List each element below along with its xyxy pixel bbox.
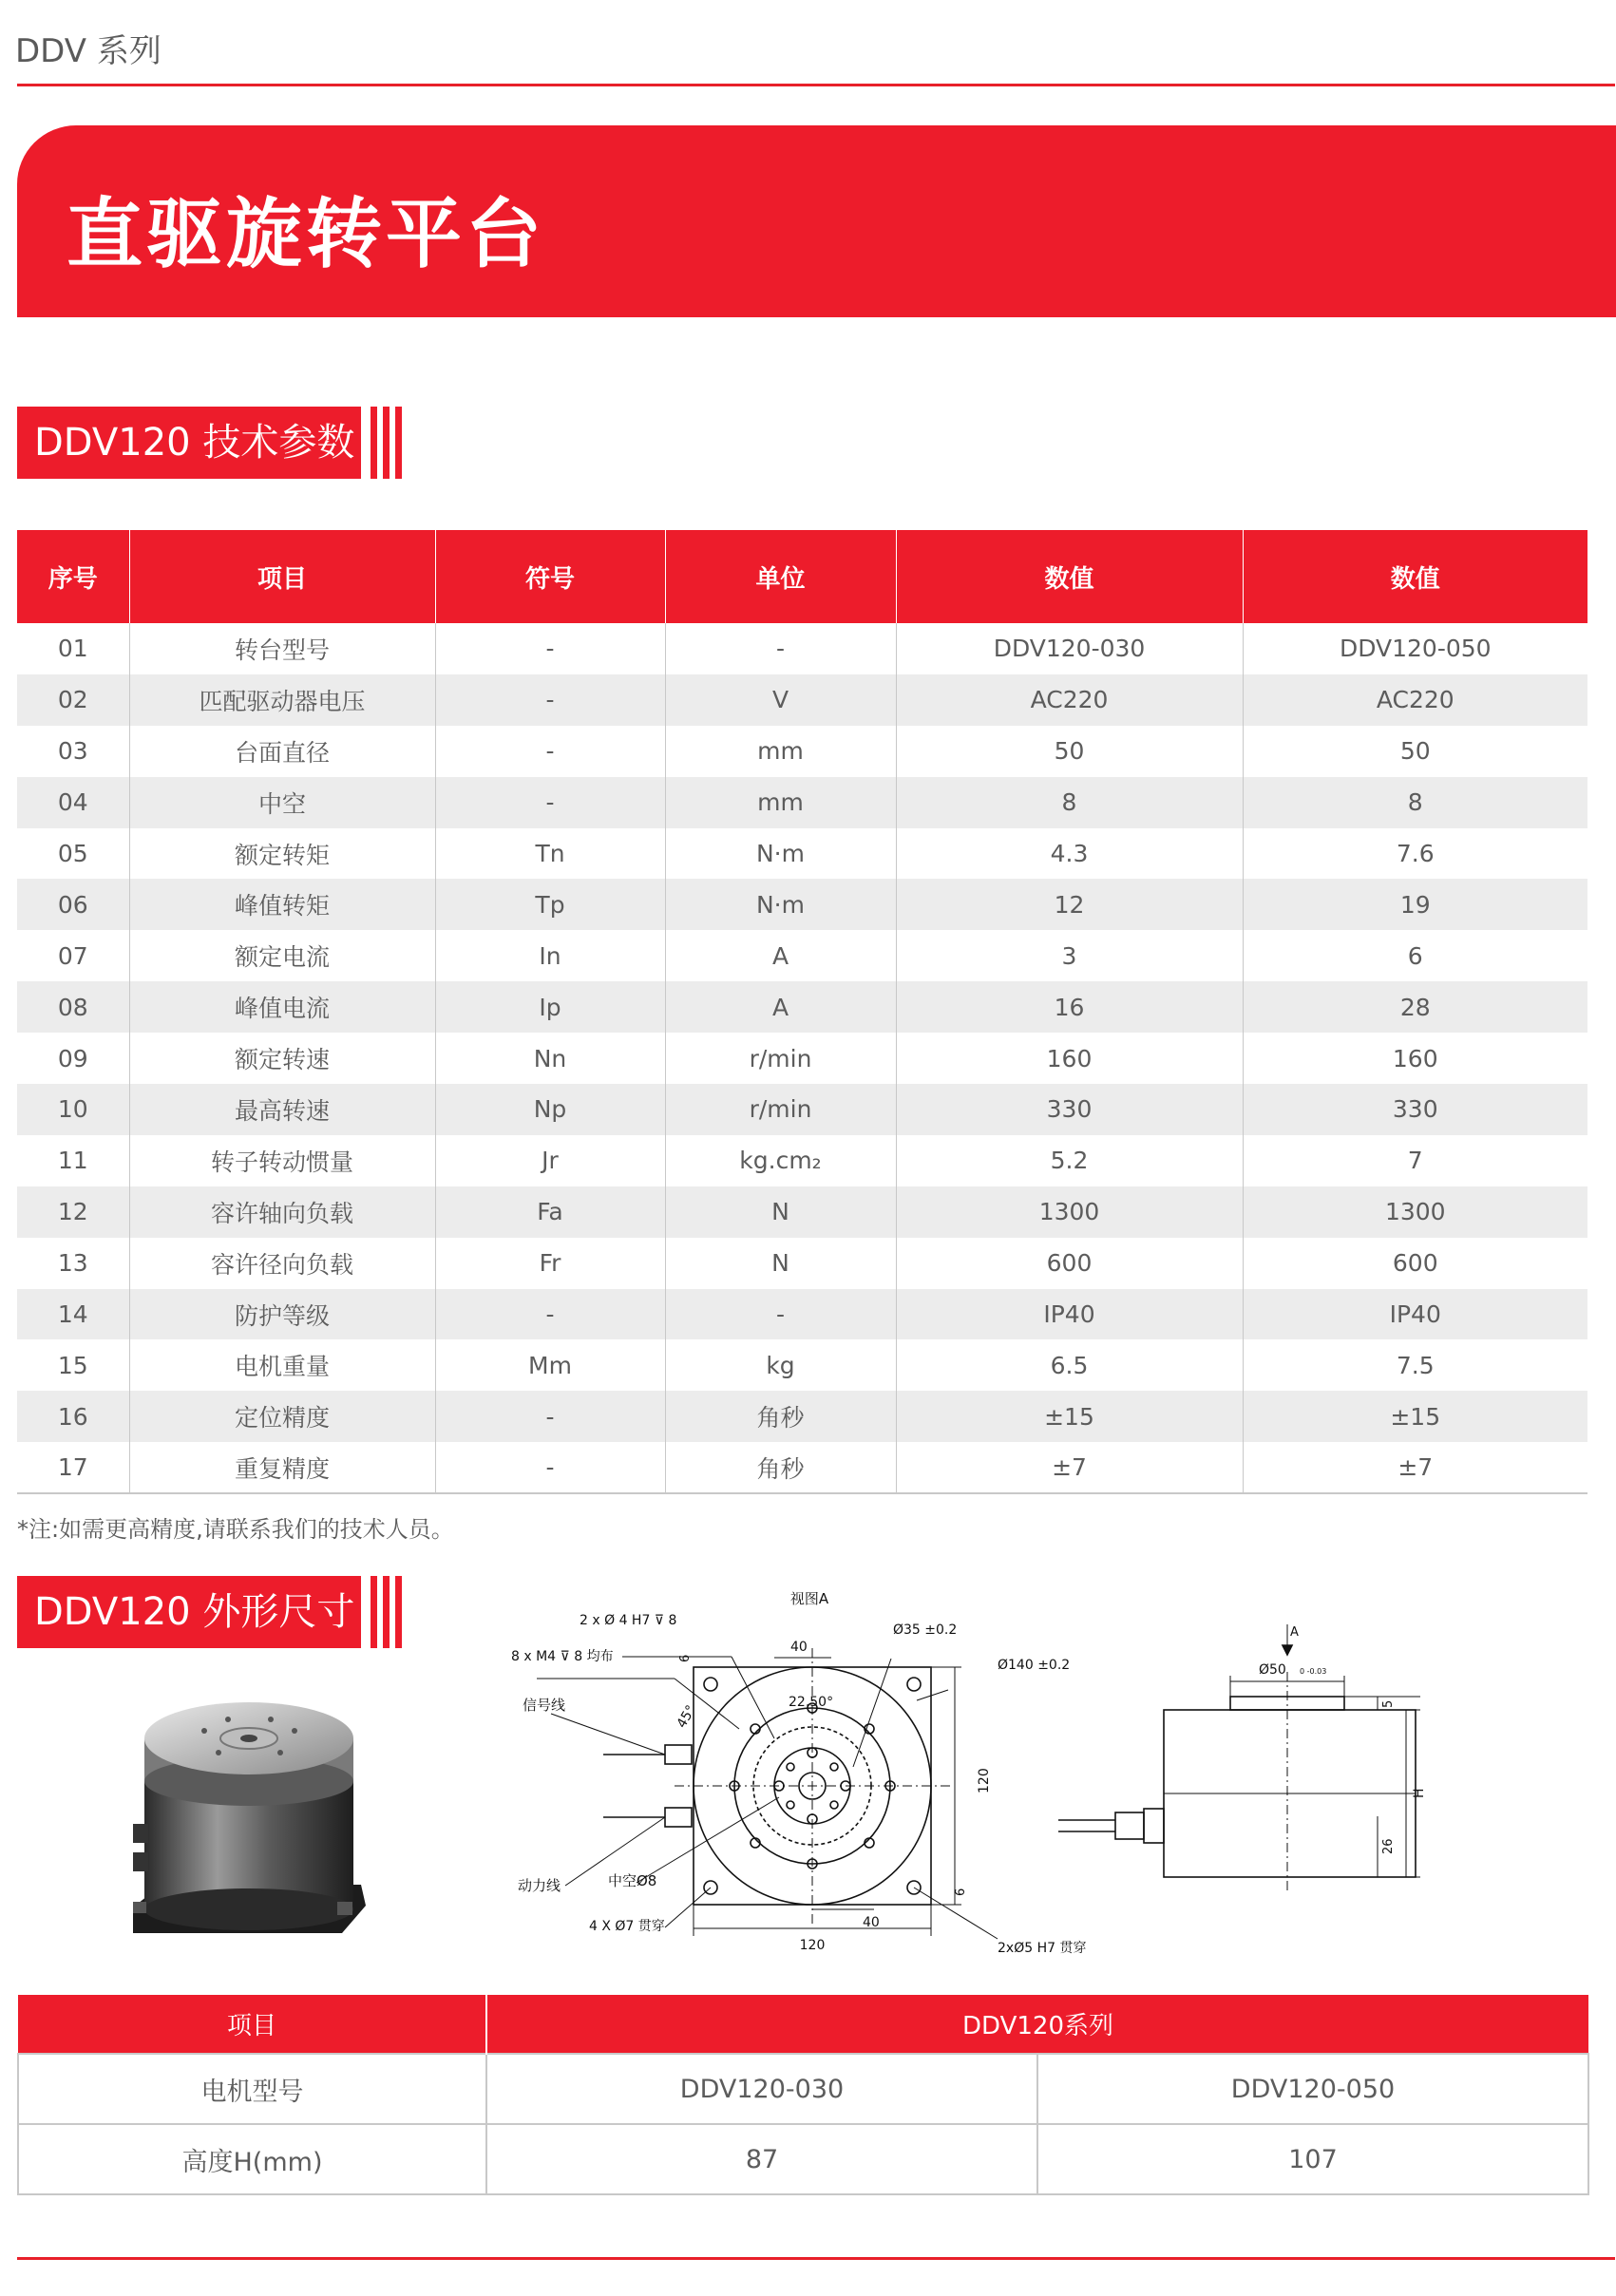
col-header-unit: 单位 xyxy=(665,530,896,623)
label-side-26: 26 xyxy=(1381,1838,1396,1854)
cell-no: 07 xyxy=(17,930,129,981)
cell-no: 08 xyxy=(17,981,129,1033)
label-signal-cable: 信号线 xyxy=(523,1697,566,1714)
cell-item: 最高转速 xyxy=(129,1084,435,1135)
cell-value-2: DDV120-050 xyxy=(1339,635,1492,663)
cell-symbol: Tp xyxy=(435,879,665,930)
cell-unit: 角秒 xyxy=(665,1442,896,1493)
table-row xyxy=(17,1186,1587,1238)
col-header-item: 项目 xyxy=(18,1995,486,2054)
dimension-table xyxy=(17,1995,1589,2195)
series-label: DDV 系列 xyxy=(15,32,162,70)
label-width-40-bottom: 40 xyxy=(863,1915,880,1930)
label-view-a: 视图A xyxy=(789,1590,829,1607)
cell-no: 09 xyxy=(17,1033,129,1084)
cell-value-1: 1300 xyxy=(896,1186,1243,1238)
label-angle-22: 22.50° xyxy=(789,1695,834,1710)
table-row xyxy=(17,726,1587,777)
cell-unit: mm xyxy=(665,726,896,777)
cell-item: 防护等级 xyxy=(129,1289,435,1340)
heading-bar xyxy=(395,407,402,479)
cell-value-1: 5.2 xyxy=(896,1135,1243,1186)
spec-heading-label: DDV120 技术参数 xyxy=(17,407,361,479)
cell-value-1: 4.3 xyxy=(896,828,1243,880)
heading-bar xyxy=(371,1576,377,1648)
cell-item: 容许轴向负载 xyxy=(129,1186,435,1238)
front-view xyxy=(537,1648,998,1939)
heading-bar xyxy=(383,1576,390,1648)
cell-value-1: AC220 xyxy=(896,674,1243,726)
label-d140: Ø140 ±0.2 xyxy=(998,1658,1071,1673)
cell-item: 峰值转矩 xyxy=(129,879,435,930)
table-row xyxy=(17,777,1587,828)
cell-value-2: 600 xyxy=(1392,1249,1438,1278)
page-title: 直驱旋转平台 xyxy=(67,190,545,278)
label-side-d50: Ø50 xyxy=(1259,1662,1286,1678)
cell-value-1: 8 xyxy=(896,777,1243,828)
spec-note: *注:如需更高精度,请联系我们的技术人员。 xyxy=(17,1516,454,1543)
bottom-divider xyxy=(17,2257,1615,2260)
cell-value-1: 600 xyxy=(896,1238,1243,1289)
product-photo xyxy=(133,1681,366,1952)
table-row xyxy=(17,981,1587,1033)
cell-unit: N·m xyxy=(665,828,896,880)
label-holes-7: 4 X Ø7 贯穿 xyxy=(589,1919,665,1934)
label-holes-m4: 8 x M4 ⊽ 8 均布 xyxy=(511,1649,614,1664)
cell-symbol: Fr xyxy=(435,1238,665,1289)
cell-no: 14 xyxy=(17,1289,129,1340)
cell-symbol: Jr xyxy=(435,1135,665,1186)
cell-no: 06 xyxy=(17,879,129,930)
table-row xyxy=(17,1135,1587,1186)
heading-bar xyxy=(395,1576,402,1648)
label-side-5: 5 xyxy=(1381,1699,1396,1708)
label-d35: Ø35 ±0.2 xyxy=(893,1622,958,1638)
cell-value-1: 12 xyxy=(896,879,1243,930)
label-hollow: 中空Ø8 xyxy=(608,1872,657,1889)
cell-item: 转子转动惯量 xyxy=(129,1135,435,1186)
table-row xyxy=(18,2124,1588,2194)
table-row xyxy=(17,1339,1587,1391)
spec-table xyxy=(17,530,1587,1494)
label-width-40-top: 40 xyxy=(790,1640,808,1655)
cell-model-050: DDV120-050 xyxy=(1037,2054,1588,2124)
label-power-cable: 动力线 xyxy=(518,1877,561,1894)
label-angle-45: 45° xyxy=(674,1702,699,1731)
cell-no: 16 xyxy=(17,1391,129,1442)
cell-unit: N xyxy=(665,1186,896,1238)
cell-symbol: - xyxy=(435,1442,665,1493)
top-divider xyxy=(17,84,1615,86)
cell-value-1: 330 xyxy=(896,1084,1243,1135)
cell-value-2: 330 xyxy=(1243,1084,1587,1135)
cell-no: 13 xyxy=(17,1238,129,1289)
label-height-120: 120 xyxy=(977,1768,992,1793)
side-view-labels xyxy=(1259,1625,1427,1854)
dimension-drawing xyxy=(494,1577,1473,1985)
cell-item: 额定转矩 xyxy=(129,828,435,880)
label-dim-6a: 6 xyxy=(678,1654,693,1662)
cell-item: 峰值电流 xyxy=(129,981,435,1033)
table-row xyxy=(17,828,1587,880)
cell-value-2: 50 xyxy=(1399,737,1431,766)
cell-value-2: ±15 xyxy=(1243,1391,1587,1442)
table-row xyxy=(17,623,1587,674)
cell-model-030: DDV120-030 xyxy=(486,2054,1037,2124)
cell-model-050: 107 xyxy=(1037,2124,1588,2194)
label-side-h: H xyxy=(1412,1788,1427,1798)
cell-symbol: - xyxy=(435,623,665,674)
heading-bar xyxy=(383,407,390,479)
cell-value-2: ±7 xyxy=(1243,1442,1587,1493)
cell-symbol: - xyxy=(435,1391,665,1442)
cell-model-030: 87 xyxy=(486,2124,1037,2194)
cell-value-2: 160 xyxy=(1392,1044,1438,1072)
table-row xyxy=(17,1289,1587,1340)
cell-value-2: 8 xyxy=(1243,777,1587,828)
cell-item: 匹配驱动器电压 xyxy=(129,674,435,726)
cell-symbol: Mm xyxy=(435,1339,665,1391)
cell-symbol: - xyxy=(435,1289,665,1340)
cell-unit: N·m xyxy=(665,879,896,930)
cell-value-1: 160 xyxy=(896,1033,1243,1084)
cell-item: 容许径向负载 xyxy=(129,1238,435,1289)
cell-item: 中空 xyxy=(129,777,435,828)
cell-value-1: 50 xyxy=(896,726,1243,777)
cell-item: 台面直径 xyxy=(129,726,435,777)
table-row xyxy=(17,1391,1587,1442)
cell-unit: r/min xyxy=(665,1084,896,1135)
cell-unit: V xyxy=(665,674,896,726)
cell-no: 03 xyxy=(17,726,129,777)
table-row xyxy=(17,674,1587,726)
table-row xyxy=(17,879,1587,930)
cell-value-1: IP40 xyxy=(896,1289,1243,1340)
cell-no: 11 xyxy=(17,1135,129,1186)
cell-value-2: 7 xyxy=(1407,1147,1423,1175)
cell-unit: mm xyxy=(665,777,896,828)
col-header-item: 项目 xyxy=(129,530,435,623)
table-row xyxy=(17,1084,1587,1135)
cell-no: 04 xyxy=(17,777,129,828)
table-row xyxy=(17,930,1587,981)
cell-label: 高度H(mm) xyxy=(18,2124,486,2194)
spec-header-row xyxy=(17,530,1587,623)
cell-value-2: 6 xyxy=(1407,941,1423,970)
dimension-header-row xyxy=(18,1995,1588,2054)
cell-unit: r/min xyxy=(665,1033,896,1084)
cell-no: 10 xyxy=(17,1084,129,1135)
col-header-value-1: 数值 xyxy=(896,530,1243,623)
col-header-no: 序号 xyxy=(17,530,129,623)
cell-symbol: Tn xyxy=(435,828,665,880)
cell-value-1: ±7 xyxy=(896,1442,1243,1493)
cell-symbol: Nn xyxy=(435,1033,665,1084)
cell-value-2: 7.5 xyxy=(1396,1351,1435,1379)
cell-symbol: Fa xyxy=(435,1186,665,1238)
hero-banner xyxy=(17,125,1616,317)
cell-value-1: ±15 xyxy=(896,1391,1243,1442)
cell-value-1: 3 xyxy=(896,930,1243,981)
cell-no: 01 xyxy=(17,623,129,674)
cell-unit: kg.cm₂ xyxy=(665,1135,896,1186)
cell-unit: kg xyxy=(665,1339,896,1391)
cell-unit: 角秒 xyxy=(665,1391,896,1442)
cell-unit: N xyxy=(665,1238,896,1289)
cell-value-2: IP40 xyxy=(1243,1289,1587,1340)
cell-unit: A xyxy=(665,981,896,1033)
cell-value-2: AC220 xyxy=(1243,674,1587,726)
cell-value-1: DDV120-030 xyxy=(896,623,1243,674)
cell-label: 电机型号 xyxy=(18,2054,486,2124)
table-row xyxy=(17,1033,1587,1084)
cell-no: 02 xyxy=(17,674,129,726)
cell-value-2: 1300 xyxy=(1243,1186,1587,1238)
label-width-120: 120 xyxy=(799,1938,826,1953)
front-view-labels xyxy=(511,1590,1086,1956)
col-header-series: DDV120系列 xyxy=(486,1995,1588,2054)
cell-value-2: 28 xyxy=(1243,981,1587,1033)
heading-bar xyxy=(371,407,377,479)
cell-value-1: 6.5 xyxy=(896,1339,1243,1391)
dimension-heading-label: DDV120 外形尺寸 xyxy=(17,1576,361,1648)
cell-unit: - xyxy=(665,623,896,674)
cell-unit: - xyxy=(665,1289,896,1340)
cell-item: 重复精度 xyxy=(129,1442,435,1493)
label-side-tolerance: 0 -0.03 xyxy=(1300,1667,1327,1676)
cell-value-1: 16 xyxy=(896,981,1243,1033)
table-row xyxy=(17,1238,1587,1289)
cell-symbol: Np xyxy=(435,1084,665,1135)
cell-no: 15 xyxy=(17,1339,129,1391)
side-view xyxy=(1058,1624,1420,1890)
cell-item: 额定转速 xyxy=(129,1033,435,1084)
cell-item: 额定电流 xyxy=(129,930,435,981)
label-side-a: A xyxy=(1290,1625,1299,1640)
cell-unit: A xyxy=(665,930,896,981)
cell-item: 定位精度 xyxy=(129,1391,435,1442)
cell-no: 17 xyxy=(17,1442,129,1493)
cell-no: 05 xyxy=(17,828,129,880)
cell-value-2: 19 xyxy=(1243,879,1587,930)
cell-item: 电机重量 xyxy=(129,1339,435,1391)
cell-symbol: Ip xyxy=(435,981,665,1033)
label-holes-5: 2xØ5 H7 贯穿 xyxy=(998,1941,1087,1956)
col-header-symbol: 符号 xyxy=(435,530,665,623)
cell-value-2: 7.6 xyxy=(1396,840,1435,867)
label-dim-6b: 6 xyxy=(954,1888,968,1896)
cell-symbol: - xyxy=(435,674,665,726)
table-row xyxy=(17,1442,1587,1493)
label-holes-top: 2 x Ø 4 H7 ⊽ 8 xyxy=(580,1613,677,1628)
cell-item: 转台型号 xyxy=(129,623,435,674)
table-row xyxy=(18,2054,1588,2124)
cell-no: 12 xyxy=(17,1186,129,1238)
cell-symbol: - xyxy=(435,777,665,828)
cell-symbol: In xyxy=(435,930,665,981)
cell-symbol: - xyxy=(435,726,665,777)
col-header-value-2: 数值 xyxy=(1243,530,1587,623)
